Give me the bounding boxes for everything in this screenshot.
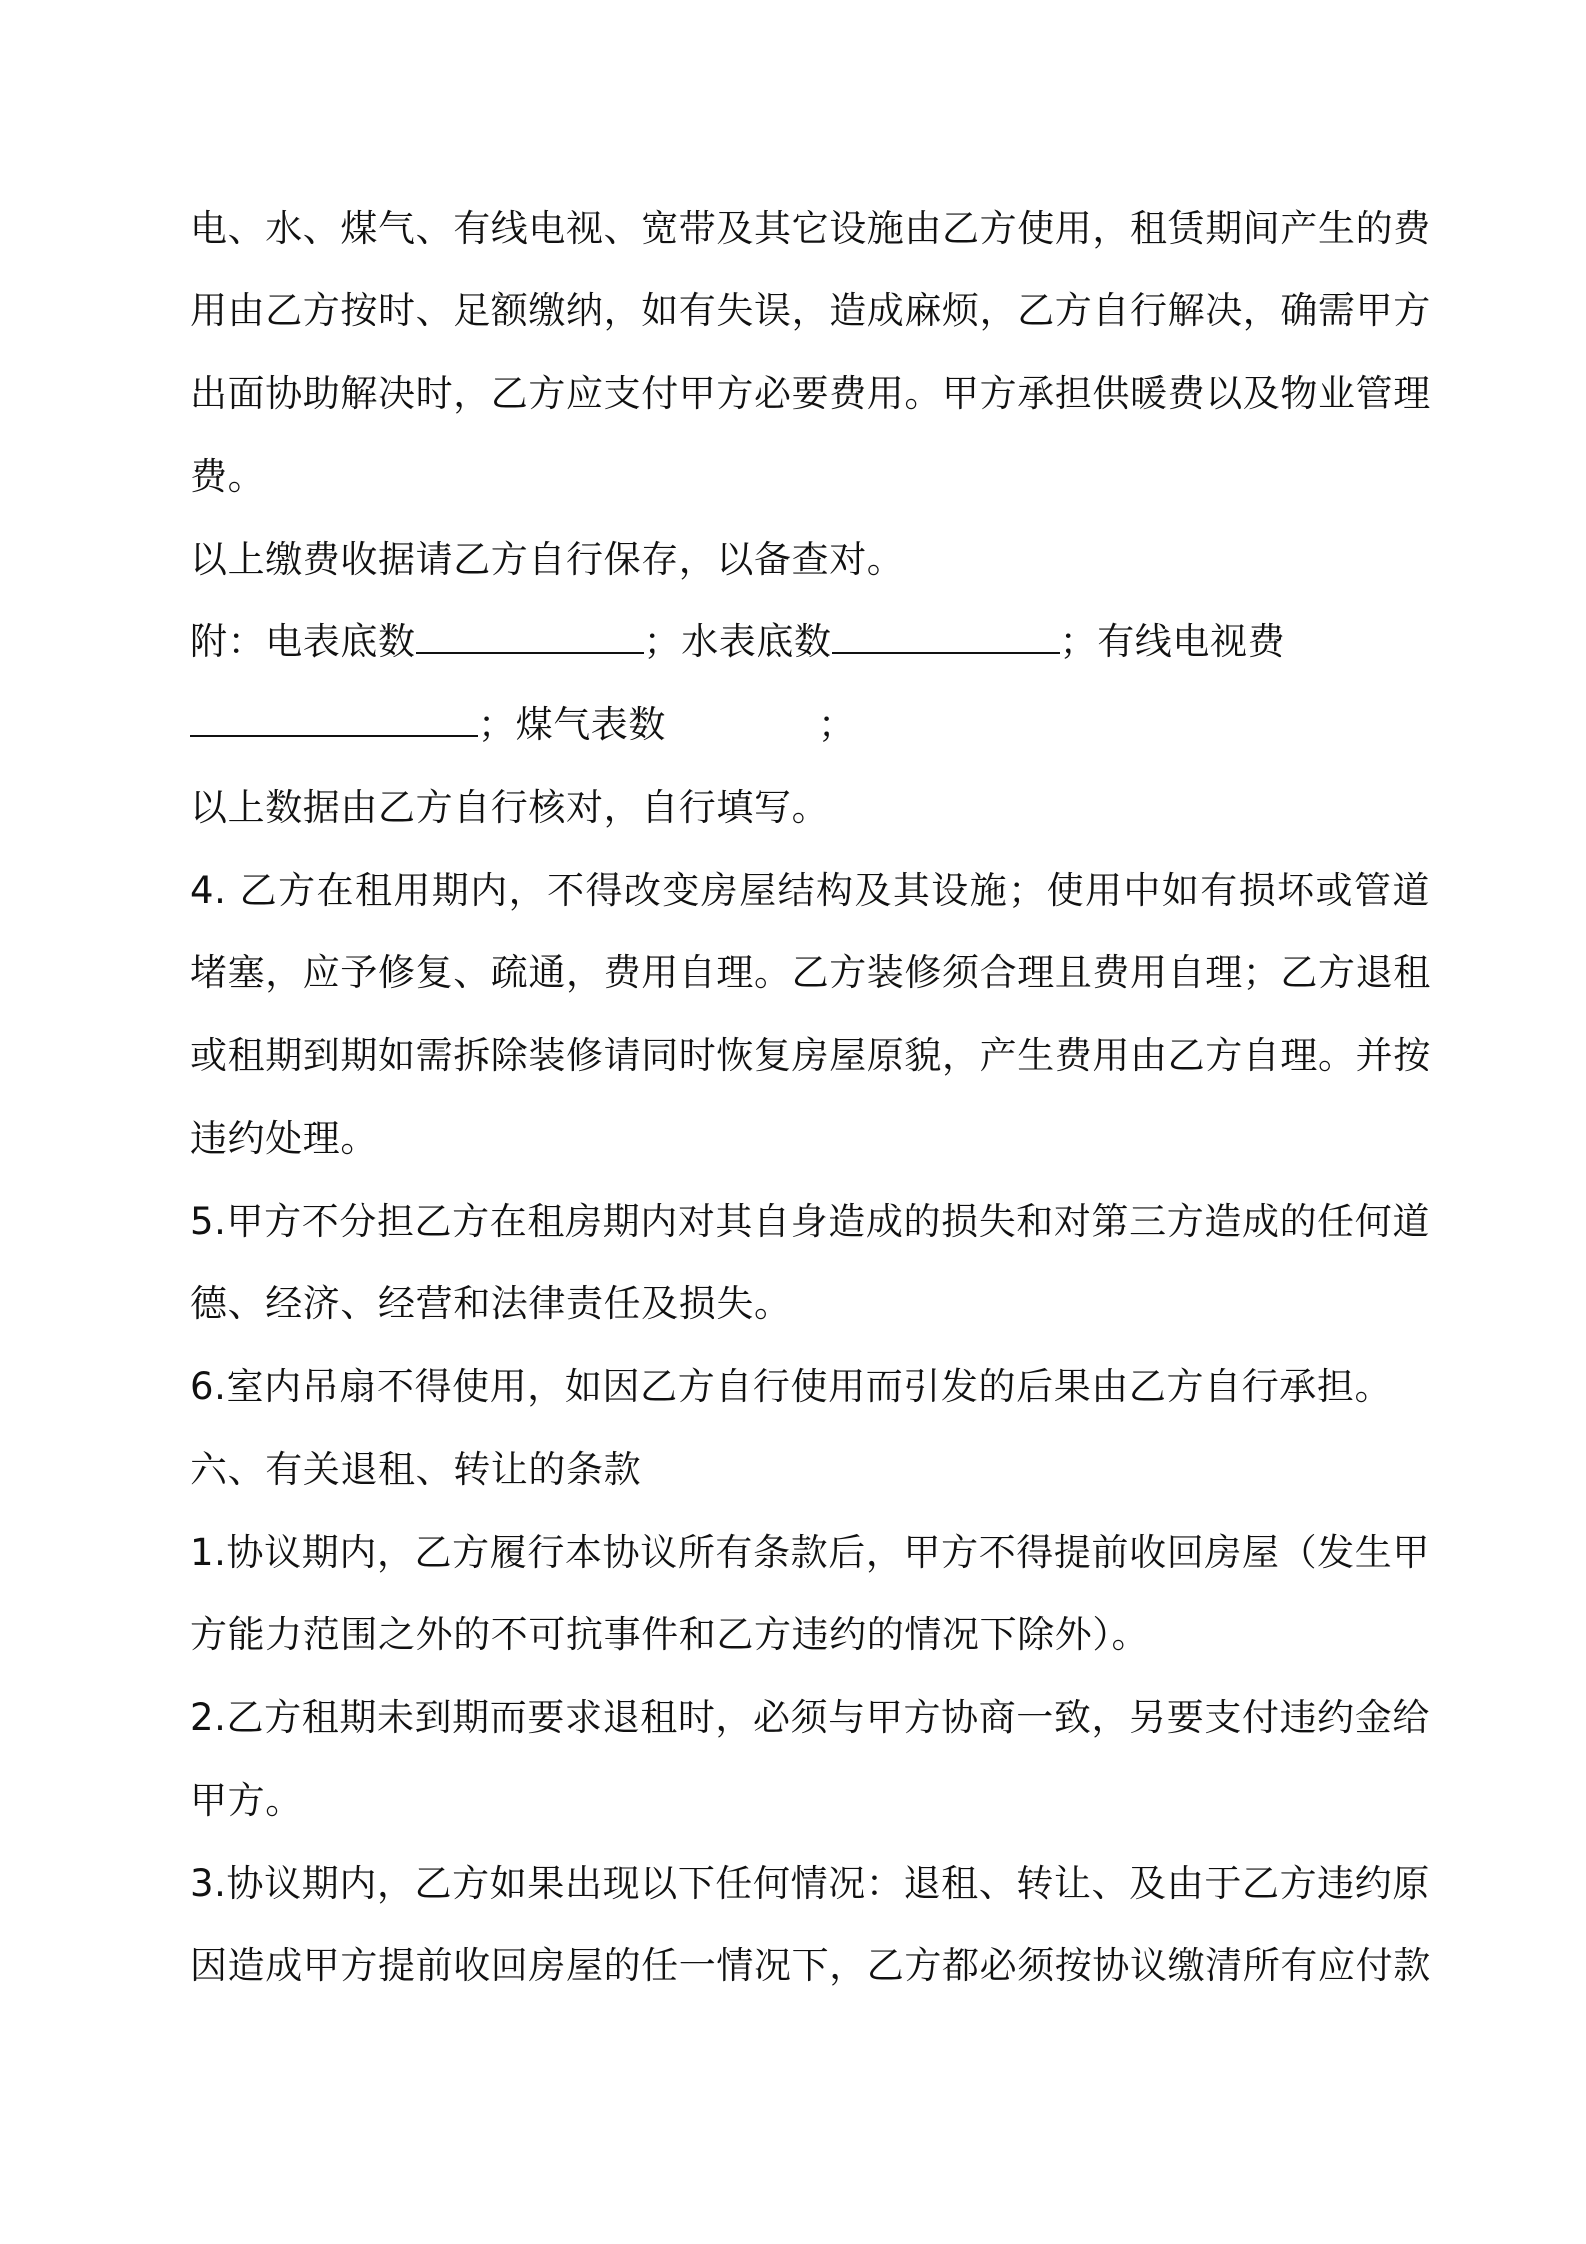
cable-tv-fee-label: ；有线电视费 [1059,620,1286,663]
text-line: 以上缴费收据请乙方自行保存，以备查对。 [190,538,905,581]
text-line: 或租期到期如需拆除装修请同时恢复房屋原貌，产生费用由乙方自理。并按 [190,1034,1431,1077]
gas-meter-end: ； [818,703,856,746]
text-line: 堵塞，应予修复、疏通，费用自理。乙方装修须合理且费用自理；乙方退租 [190,951,1431,994]
electric-meter-label: 附：电表底数 [190,620,416,663]
gas-meter-label: ；煤气表数 [478,703,666,746]
text-line: 德、经济、经营和法律责任及损失。 [190,1282,792,1325]
text-line: 1.协议期内，乙方履行本协议所有条款后，甲方不得提前收回房屋（发生甲 [190,1531,1430,1574]
text-line: 4. 乙方在租用期内，不得改变房屋结构及其设施；使用中如有损坏或管道 [190,869,1430,912]
cable-tv-fee-blank [190,705,478,737]
text-line: 出面协助解决时，乙方应支付甲方必要费用。甲方承担供暖费以及物业管理 [190,372,1431,415]
text-line: 用由乙方按时、足额缴纳，如有失误，造成麻烦，乙方自行解决，确需甲方 [190,289,1431,332]
electric-meter-blank [416,622,644,654]
text-line: 3.协议期内，乙方如果出现以下任何情况：退租、转让、及由于乙方违约原 [190,1862,1430,1905]
water-meter-blank [832,622,1060,654]
text-line: 6.室内吊扇不得使用，如因乙方自行使用而引发的后果由乙方自行承担。 [190,1365,1393,1408]
text-line: 方能力范围之外的不可抗事件和乙方违约的情况下除外）。 [190,1613,1150,1656]
text-line: 因造成甲方提前收回房屋的任一情况下，乙方都必须按协议缴清所有应付款 [190,1944,1431,1987]
text-line: 5.甲方不分担乙方在租房期内对其自身造成的损失和对第三方造成的任何道 [190,1200,1430,1243]
text-line: 电、水、煤气、有线电视、宽带及其它设施由乙方使用，租赁期间产生的费 [190,207,1431,250]
meter-readings-line [190,617,1430,667]
text-line: 费。 [190,455,266,498]
text-line: 甲方。 [190,1779,303,1822]
text-line: 以上数据由乙方自行核对，自行填写。 [190,786,830,829]
text-line: 2.乙方租期未到期而要求退租时，必须与甲方协商一致，另要支付违约金给 [190,1696,1430,1739]
text-line: 违约处理。 [190,1117,378,1160]
meter-readings-line-2 [190,700,1430,750]
water-meter-label: ；水表底数 [643,620,832,663]
section-heading: 六、有关退租、转让的条款 [190,1448,642,1491]
